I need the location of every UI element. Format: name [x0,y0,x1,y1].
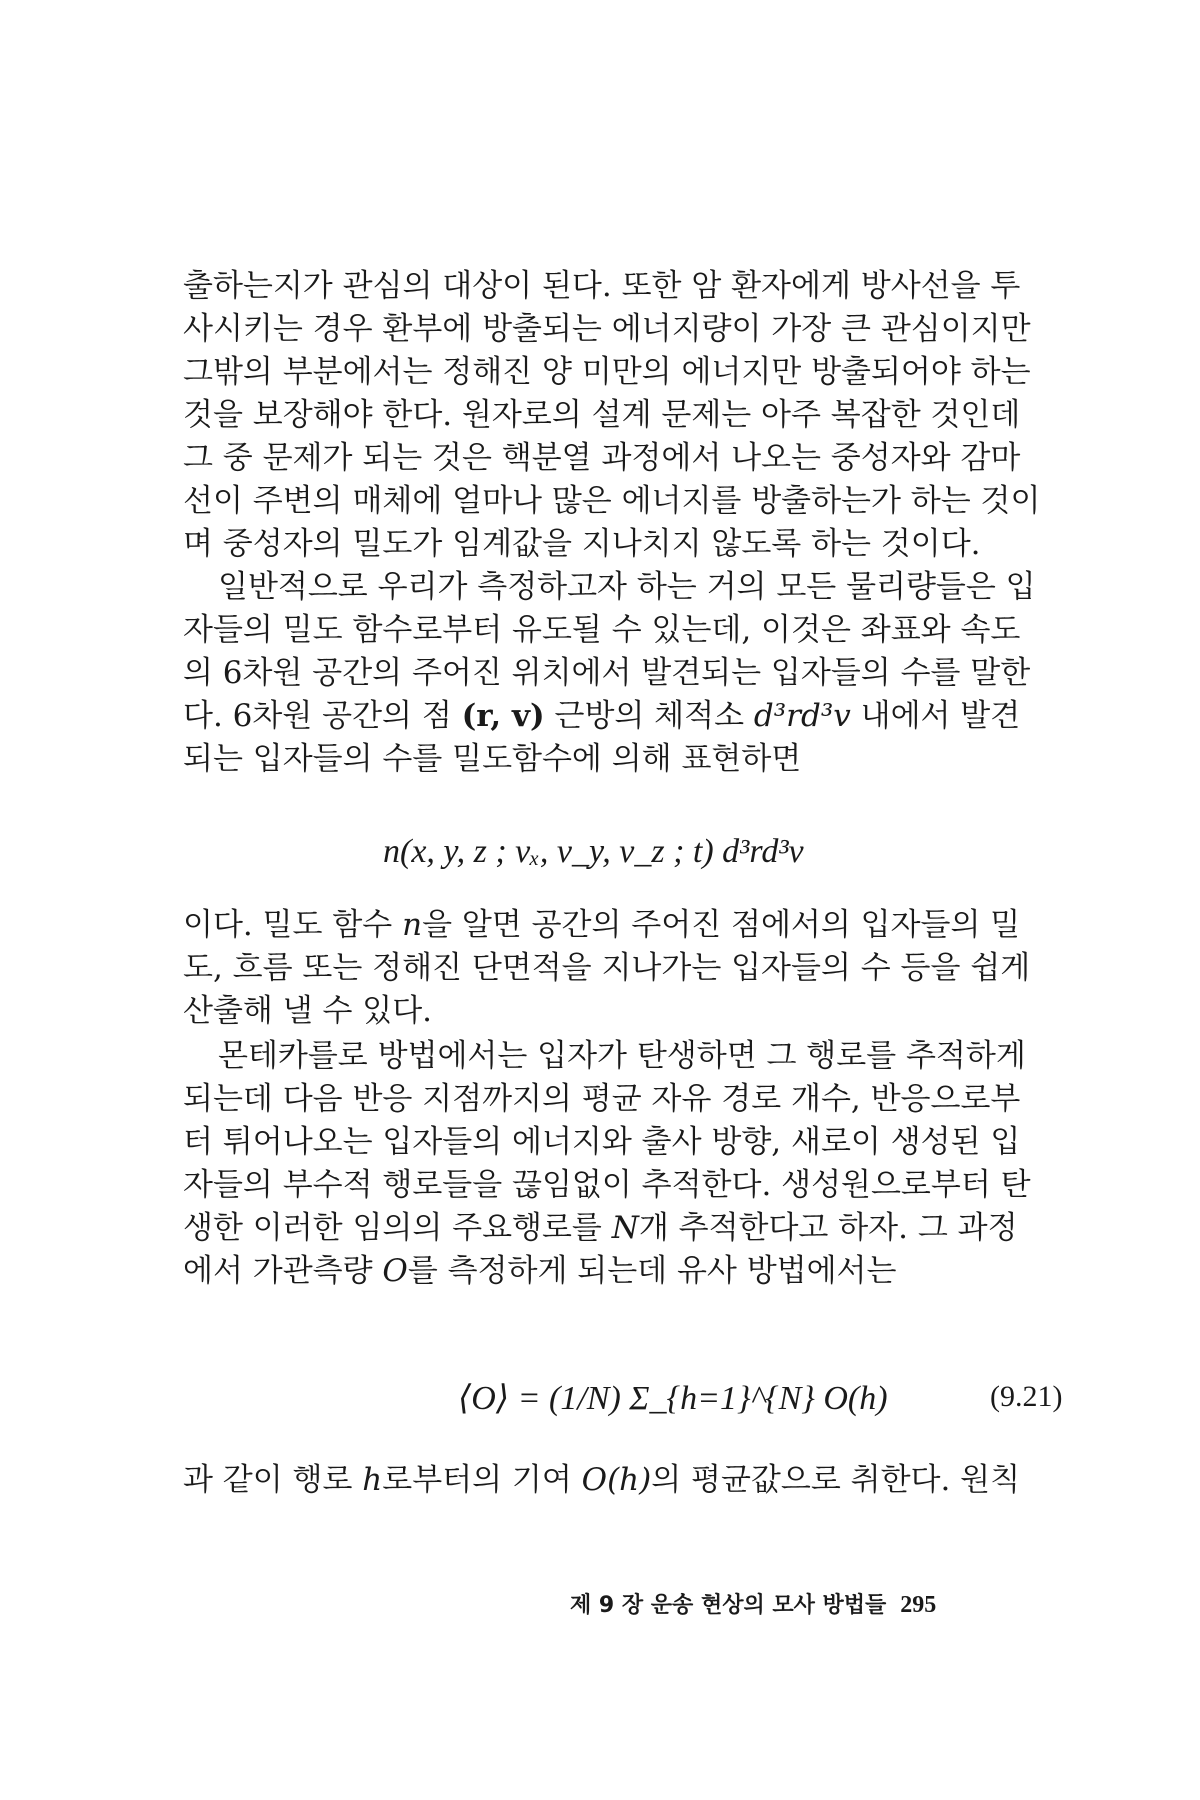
text-line [183,1208,1018,1248]
running-footer [570,1588,936,1619]
text-line [183,1251,896,1291]
text-line [183,438,1020,478]
text-line [183,1165,1031,1205]
text-line-content: 의 6차원 공간의 주어진 위치에서 발견되는 입자들의 수를 말한 [183,655,1031,691]
text-line-content: 그밖의 부분에서는 정해진 양 미만의 에너지만 방출되어야 하는 [183,354,1031,390]
text-line [183,696,1020,736]
text-line [183,991,432,1031]
text-line [183,1079,1020,1119]
volume-element-math: d³rd³v [753,698,851,734]
text-line-content: 며 중성자의 밀도가 임계값을 지나치지 않도록 하는 것이다. [183,526,981,562]
average-observable-equation: ⟨O⟩ = (1/N) Σ_{h=1}^{N} O(h) [458,1380,888,1417]
text-line-content: 도, 흐름 또는 정해진 단면적을 지나가는 입자들의 수 등을 쉽게 [183,950,1031,986]
text-line-content: 자들의 부수적 행로들을 끊임없이 추적한다. 생성원으로부터 탄 [183,1167,1031,1203]
text-segment: 근방의 체적소 [544,698,754,734]
text-line-content: 일반적으로 우리가 측정하고자 하는 거의 모든 물리량들은 입 [218,569,1036,605]
text-segment: 생한 이러한 임의의 주요행로를 [183,1210,612,1246]
text-line-content: 산출해 낼 수 있다. [183,993,433,1029]
text-line [183,653,1030,693]
text-line-content: 되는데 다음 반응 지점까지의 평균 자유 경로 개수, 반응으로부 [183,1081,1021,1117]
text-line [183,948,1030,988]
text-line-content: 그 중 문제가 되는 것은 핵분열 과정에서 나오는 중성자와 감마 [183,440,1021,476]
text-line [183,739,801,779]
text-line [183,266,1088,306]
text-line-content: 자들의 밀도 함수로부터 유도될 수 있는데, 이것은 좌표와 속도 [183,612,1021,648]
page-number: 295 [900,1592,937,1618]
text-segment: 에서 가관측량 [183,1253,383,1289]
text-segment: 다. 6차원 공간의 점 [183,698,462,734]
text-line [183,524,981,564]
text-segment: 을 알면 공간의 주어진 점에서의 입자들의 밀 [422,907,1021,943]
text-line [183,352,1031,392]
text-segment: 내에서 발견 [850,698,1021,734]
text-segment: 를 측정하게 되는데 유사 방법에서는 [407,1253,897,1289]
text-segment: 이다. 밀도 함수 [183,907,403,943]
text-line [183,1122,1020,1162]
text-line [183,905,1020,945]
math-variable: N [611,1210,639,1246]
math-variable: h [362,1462,383,1498]
text-line-content: 사시키는 경우 환부에 방출되는 에너지량이 가장 큰 관심이지만 [183,311,1031,347]
math-variable: n [402,907,423,943]
bold-vector: (r, v) [461,698,545,734]
text-segment: 로부터의 기여 [382,1462,582,1498]
text-line-content: 터 튀어나오는 입자들의 에너지와 출사 방향, 새로이 생성된 입 [183,1124,1021,1160]
text-line-content: 출하는지가 관심의 대상이 된다. 또한 암 환자에게 방사선을 투 [183,268,1021,304]
equation-number: (9.21) [990,1380,1063,1413]
density-function-equation: n(x, y, z ; vₓ, v_y, v_z ; t) d³rd³v [383,833,804,870]
text-line [183,481,1040,521]
math-variable: O(h) [581,1462,652,1498]
text-line-content: 몬테카를로 방법에서는 입자가 탄생하면 그 행로를 추적하게 [218,1038,1026,1074]
text-line [183,395,1020,435]
text-segment: 개 추적한다고 하자. 그 과정 [638,1210,1018,1246]
text-line [218,567,1036,607]
text-line [183,610,1020,650]
text-line [183,309,1031,349]
text-line-content: 되는 입자들의 수를 밀도함수에 의해 표현하면 [183,741,802,777]
text-segment: 과 같이 행로 [183,1462,363,1498]
text-line [183,1460,1020,1500]
text-line-content: 선이 주변의 매체에 얼마나 많은 에너지를 방출하는가 하는 것이 [183,483,1041,519]
text-line [218,1036,1026,1076]
text-segment: 의 평균값으로 취한다. 원칙 [651,1462,1021,1498]
text-line-content: 것을 보장해야 한다. 원자로의 설계 문제는 아주 복잡한 것인데 [183,397,1021,433]
chapter-title: 제 9 장 운송 현상의 모사 방법들 [570,1593,887,1618]
math-variable: O [382,1253,408,1289]
